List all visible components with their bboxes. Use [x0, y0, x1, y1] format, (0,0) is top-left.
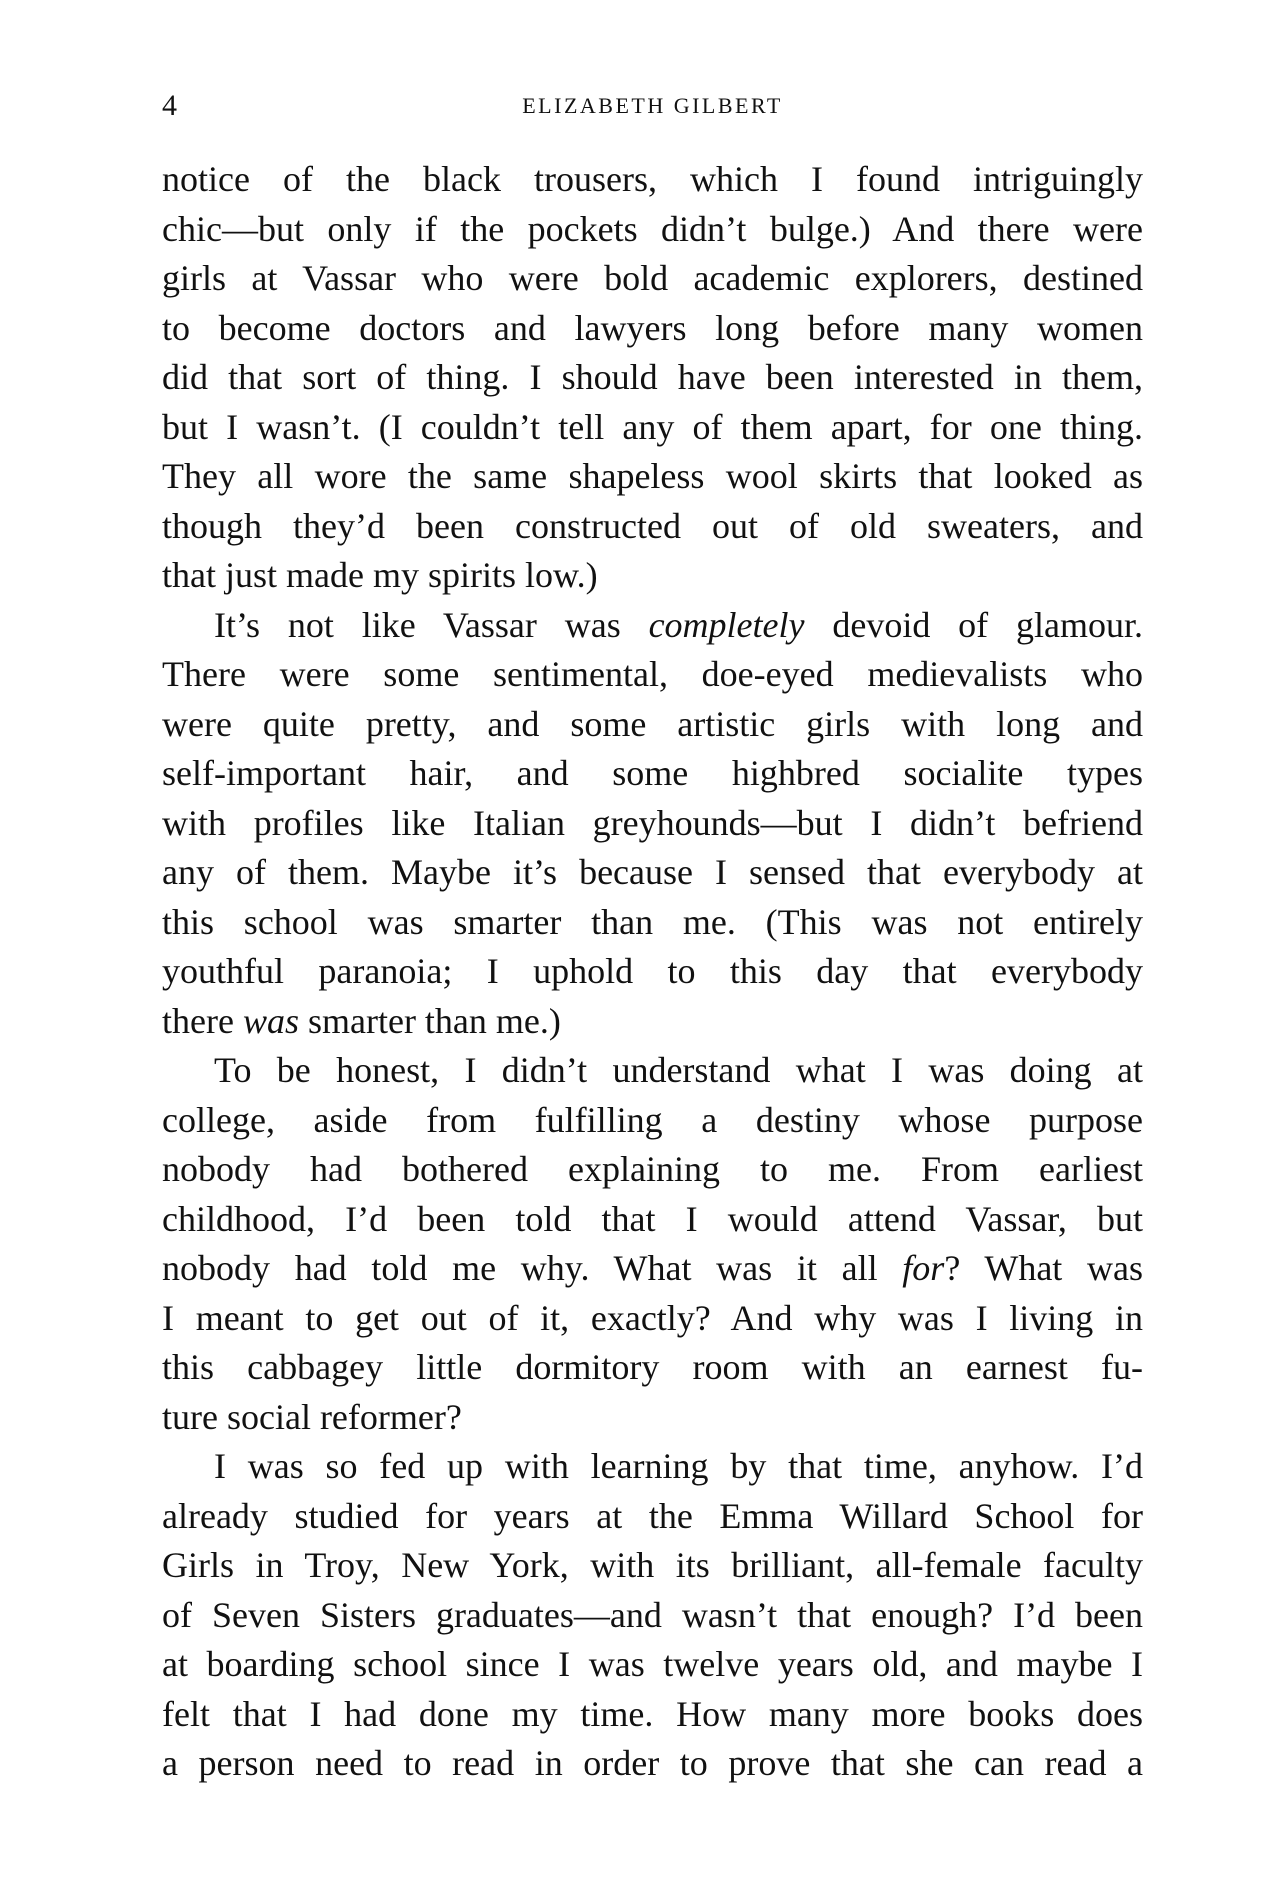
text-line [162, 551, 1143, 601]
page-number: 4 [162, 89, 177, 122]
text-line [162, 997, 1143, 1047]
text-line [162, 1145, 1143, 1195]
page-header [162, 86, 1143, 126]
text-line [162, 749, 1143, 799]
text-line [162, 601, 1143, 651]
text-line [162, 353, 1143, 403]
text-segment: already studied for years at the Emma Willard School for [162, 1495, 1143, 1536]
text-segment: Girls in Troy, New York, with its brilliant, all-female faculty [162, 1545, 1143, 1585]
text-line [162, 254, 1143, 304]
text-segment: of Seven Sisters graduates—and wasn’t that enough? I’d been [162, 1594, 1143, 1635]
running-head: ELIZABETH GILBERT [522, 93, 783, 118]
text-line [162, 1591, 1143, 1641]
text-line [162, 155, 1143, 205]
text-segment: To be honest, I didn’t understand what I was doing at [214, 1050, 1143, 1090]
text-segment: a person need to read in order to prove that she can read a [162, 1743, 1143, 1783]
italic-text: was [242, 1000, 299, 1041]
text-segment: self-important hair, and some highbred socialite types [162, 753, 1143, 793]
text-line [162, 1096, 1143, 1146]
text-segment: this school was smarter than me. (This was not entirely [162, 901, 1143, 942]
text-line [162, 205, 1143, 255]
text-segment: at boarding school since I was twelve years old, and maybe I [162, 1644, 1143, 1684]
text-line [162, 799, 1143, 849]
text-line [162, 304, 1143, 354]
text-segment: It’s not like Vassar was [214, 604, 649, 645]
text-segment: ? What was [944, 1248, 1144, 1288]
text-line [162, 898, 1143, 948]
italic-text: completely [648, 604, 805, 645]
text-line [162, 1640, 1143, 1690]
text-segment: childhood, I’d been told that I would attend Vassar, but [162, 1198, 1143, 1239]
italic-text: for [902, 1248, 945, 1288]
body-text [162, 155, 1143, 1789]
text-line [162, 1244, 1143, 1294]
text-line [162, 1541, 1143, 1591]
text-line [162, 848, 1143, 898]
text-line [162, 1690, 1143, 1740]
text-segment: to become doctors and lawyers long before many women [162, 307, 1143, 348]
text-segment: nobody had bothered explaining to me. From earliest [162, 1149, 1143, 1189]
text-line [162, 1393, 1143, 1443]
text-line [162, 502, 1143, 552]
text-segment: nobody had told me why. What was it all [162, 1248, 903, 1288]
text-line [162, 947, 1143, 997]
text-segment: though they’d been constructed out of old sweaters, and [162, 505, 1143, 546]
text-segment: notice of the black trousers, which I found intriguingly [162, 159, 1143, 199]
text-line [162, 403, 1143, 453]
text-segment: youthful paranoia; I uphold to this day that everybody [162, 951, 1143, 991]
text-segment: smarter than me.) [298, 1000, 561, 1041]
text-line [162, 700, 1143, 750]
text-segment: I meant to get out of it, exactly? And why was I living in [162, 1297, 1143, 1338]
text-segment: any of them. Maybe it’s because I sensed that everybody at [162, 852, 1143, 892]
text-segment: ture social reformer? [162, 1396, 462, 1437]
text-line [162, 1442, 1143, 1492]
text-line [162, 1492, 1143, 1542]
text-segment: did that sort of thing. I should have been interested in them, [162, 357, 1143, 397]
text-segment: There were some sentimental, doe-eyed medievalists who [162, 654, 1143, 694]
text-line [162, 1343, 1143, 1393]
text-segment: that just made my spirits low.) [162, 555, 598, 595]
text-segment: were quite pretty, and some artistic girls with long and [162, 703, 1143, 744]
text-segment: girls at Vassar who were bold academic explorers, destined [162, 258, 1143, 298]
text-segment: I was so fed up with learning by that time, anyhow. I’d [214, 1446, 1143, 1486]
text-segment: college, aside from fulfilling a destiny whose purpose [162, 1099, 1143, 1140]
text-segment: felt that I had done my time. How many more books does [162, 1693, 1143, 1734]
text-line [162, 1195, 1143, 1245]
text-segment: They all wore the same shapeless wool skirts that looked as [162, 456, 1143, 496]
text-segment: chic—but only if the pockets didn’t bulge.) And there were [162, 208, 1143, 249]
text-segment: this cabbagey little dormitory room with an earnest fu- [162, 1347, 1143, 1387]
text-segment: with profiles like Italian greyhounds—but I didn’t befriend [162, 802, 1143, 843]
text-line [162, 1739, 1143, 1789]
text-segment: there [162, 1000, 243, 1041]
text-segment: devoid of glamour. [804, 604, 1143, 645]
text-line [162, 1046, 1143, 1096]
text-line [162, 452, 1143, 502]
text-line [162, 650, 1143, 700]
text-line [162, 1294, 1143, 1344]
text-segment: but I wasn’t. (I couldn’t tell any of them apart, for one thing. [162, 406, 1143, 447]
